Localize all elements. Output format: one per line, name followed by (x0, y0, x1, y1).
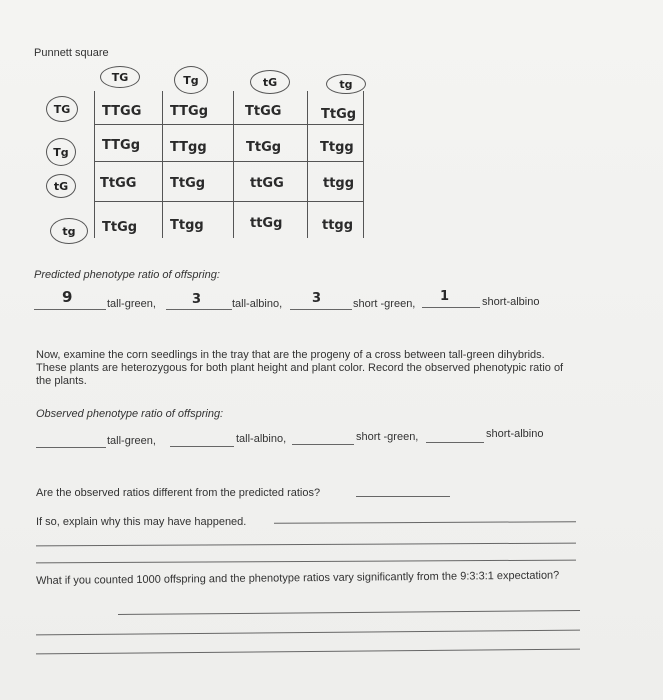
blank-obs-tall-green[interactable] (36, 447, 106, 448)
question-2: If so, explain why this may have happened. (36, 516, 247, 528)
row-header-1: Tg (46, 138, 76, 166)
obs-short-albino-label: short-albino (486, 428, 544, 440)
answer-line-q3-b[interactable] (36, 630, 580, 636)
pred-tall-albino-label: tall-albino, (232, 298, 283, 310)
cell-2-1: TtGg (170, 176, 206, 191)
cell-0-1: TTGg (170, 104, 209, 119)
blank-obs-short-green[interactable] (292, 444, 354, 445)
cell-2-3: ttgg (323, 176, 355, 191)
pred-short-green-label: short -green, (353, 298, 416, 310)
predicted-label: Predicted phenotype ratio of offspring: (34, 269, 220, 281)
pred-tall-green-label: tall-green, (107, 298, 156, 310)
blank-pred-short-albino[interactable] (422, 307, 480, 308)
col-header-0: TG (100, 66, 140, 88)
pred-tall-green-value: 9 (62, 288, 73, 306)
blank-pred-short-green[interactable] (290, 309, 352, 310)
observed-label: Observed phenotype ratio of offspring: (36, 408, 224, 420)
obs-tall-green-label: tall-green, (107, 435, 156, 447)
pred-short-albino-value: 1 (440, 289, 450, 304)
cell-1-2: TtGg (246, 140, 282, 155)
answer-line-q2-b[interactable] (36, 543, 576, 547)
punnett-title: Punnett square (34, 47, 109, 59)
row-header-0: TG (46, 96, 78, 122)
answer-line-q3-c[interactable] (36, 649, 580, 655)
blank-pred-tall-green[interactable] (34, 309, 106, 310)
row-header-2: tG (46, 174, 76, 198)
blank-obs-tall-albino[interactable] (170, 446, 234, 447)
cell-2-2: ttGG (250, 176, 284, 191)
cell-1-1: TTgg (170, 140, 207, 155)
cell-2-0: TtGG (100, 176, 137, 191)
cell-3-0: TtGg (102, 220, 138, 235)
blank-pred-tall-albino[interactable] (166, 309, 232, 310)
answer-line-q2-c[interactable] (36, 560, 576, 564)
pred-short-albino-label: short-albino (482, 296, 540, 308)
pred-tall-albino-value: 3 (192, 292, 202, 307)
col-header-2: tG (250, 70, 290, 94)
pred-short-green-value: 3 (312, 291, 322, 306)
cell-0-0: TTGG (102, 104, 142, 119)
answer-line-q1[interactable] (356, 496, 450, 497)
obs-tall-albino-label: tall-albino, (236, 433, 287, 445)
cell-3-1: Ttgg (170, 218, 204, 233)
answer-line-q3-a[interactable] (118, 610, 580, 615)
question-3: What if you counted 1000 offspring and the phenotype ratios vary significantly from the 9:3:3:1 expectation? (36, 569, 560, 587)
obs-short-green-label: short -green, (356, 431, 419, 443)
answer-line-q2-a[interactable] (274, 521, 576, 524)
cell-3-2: ttGg (250, 216, 283, 231)
cell-0-2: TtGG (245, 104, 282, 119)
cell-1-3: Ttgg (320, 140, 354, 155)
cell-3-3: ttgg (322, 218, 354, 233)
cell-0-3: TtGg (321, 107, 357, 122)
row-header-3: tg (50, 218, 88, 244)
question-1: Are the observed ratios different from the predicted ratios? (36, 487, 321, 499)
col-header-3: tg (326, 74, 366, 94)
col-header-1: Tg (174, 66, 208, 94)
blank-obs-short-albino[interactable] (426, 442, 484, 443)
instructions-paragraph: Now, examine the corn seedlings in the tray that are the progeny of a cross between tall-green dihybrids. These plants are heterozygous for both plant height and plant color. Record the observed phenotypic ratio of the plants. (36, 349, 564, 387)
cell-1-0: TTGg (102, 138, 141, 153)
